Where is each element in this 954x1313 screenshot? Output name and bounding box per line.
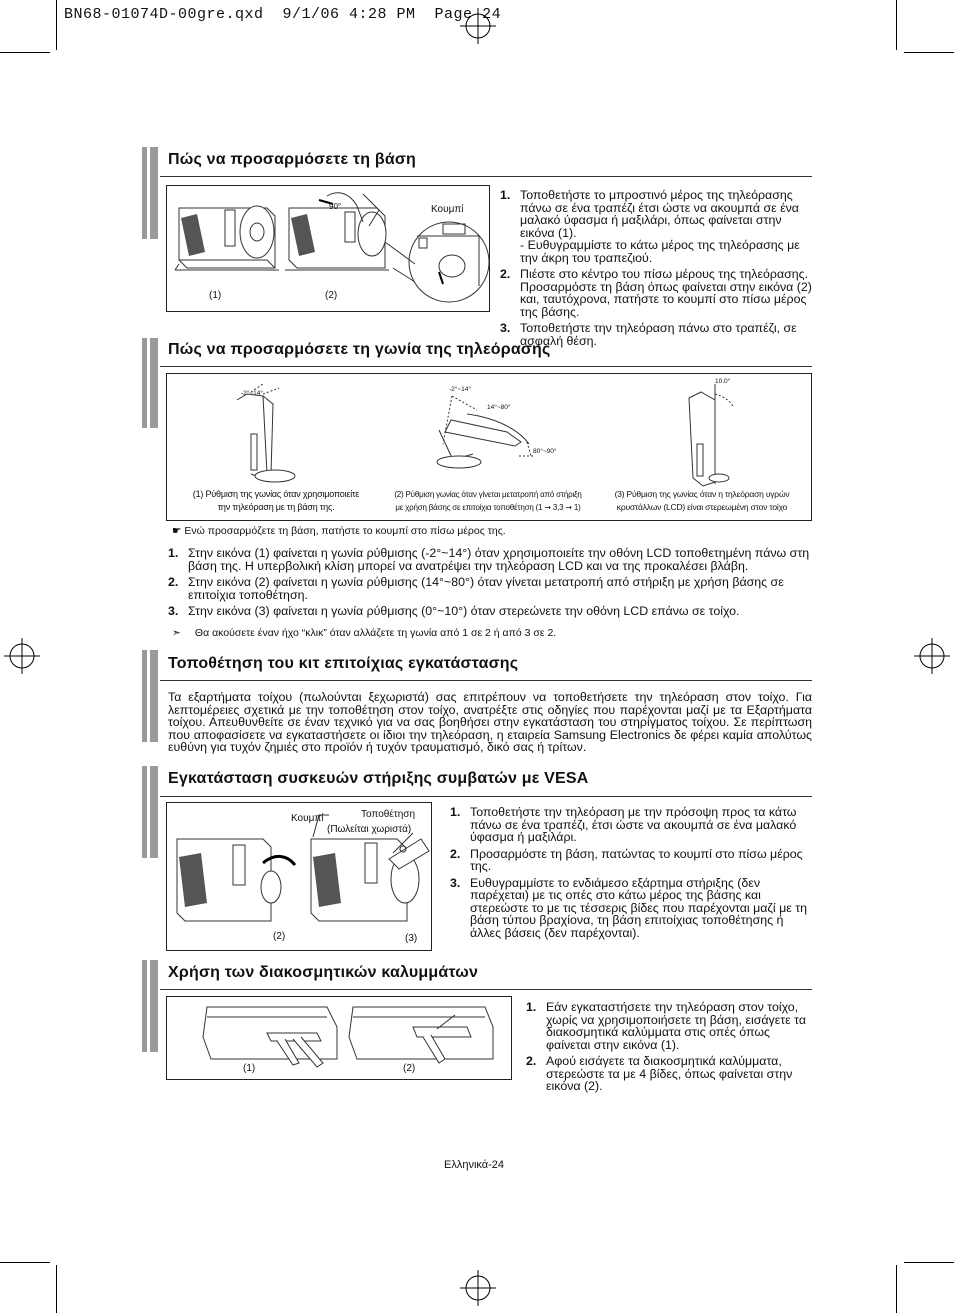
file-header: BN68-01074D-00gre.qxd 9/1/06 4:28 PM Page 24 <box>64 6 502 23</box>
section-marker <box>142 650 158 742</box>
step-text: Προσαρμόστε τη βάση, πατώντας το κουμπί στο πίσω μέρος της. <box>470 846 803 873</box>
step-text: Ευθυγραμμίστε το ενδιάμεσο εξάρτημα στήριξης (δεν παρέχεται) με τις οπές στο κάτω μέρος της βάσης και στερεώστε το με τις τέσσερις βίδες που παρέχονται μαζί με τη βάση τύπου βραχίονα, τη βάση επιτοίχιας τοποθέτησης ή άλλες βάσεις (δεν παρέχονται). <box>470 875 807 940</box>
note-text: Ενώ προσαρμόζετε τη βάση, πατήστε το κουμπί στο πίσω μέρος της. <box>184 525 506 537</box>
step-number: 1. <box>500 188 511 202</box>
caption-line: την τηλεόραση με τη βάση της. <box>217 502 335 512</box>
step-number: 3. <box>168 604 179 618</box>
section-title-covers: Χρήση των διακοσμητικών καλυμμάτων <box>168 964 479 981</box>
section-divider <box>160 796 812 797</box>
list-item <box>450 806 812 844</box>
angle-caption-2 <box>385 488 591 514</box>
figure-label-3: (3) <box>405 933 418 944</box>
section-marker <box>142 766 158 858</box>
page-number: Ελληνικά-24 <box>444 1159 505 1171</box>
stand-steps <box>500 189 812 351</box>
crop-mark <box>904 1262 954 1263</box>
button-label: Κουμπί <box>291 813 324 824</box>
angle-label: 14°~80° <box>487 404 511 411</box>
crop-mark <box>56 0 57 50</box>
step-number: 2. <box>500 267 511 281</box>
registration-mark-icon <box>4 638 40 674</box>
caption-line: (3) Ρύθμιση της γωνίας όταν η τηλεόραση υγρών <box>614 489 790 499</box>
tip-arrow-icon: ➣ <box>172 627 181 639</box>
registration-mark-icon <box>460 8 496 44</box>
section-divider <box>160 366 812 367</box>
step-text: Τοποθετήστε το μπροστινό μέρος της τηλεόρασης πάνω σε ένα τραπέζι έτσι ώστε να ακουμπά σε ένα μαλακό ύφασμα ή μαξιλάρι, όπως φαίνεται στην εικόνα (1). <box>520 188 799 240</box>
step-text: Τοποθετήστε την τηλεόραση πάνω στο τραπέζι, σε ασφαλή θέση. <box>520 321 797 348</box>
section-marker <box>142 338 158 428</box>
section-marker <box>142 960 158 1052</box>
list-item <box>500 189 812 264</box>
pointing-hand-icon: ☛ <box>172 525 182 537</box>
crop-mark <box>56 1265 57 1313</box>
step-text: Στην εικόνα (1) φαίνεται η γωνία ρύθμισης (-2°~14°) όταν χρησιμοποιείτε την οθόνη LCD τοποθετημένη πάνω στη βάση της. Η υπερβολική κλίση μπορεί να ανατρέψει την τηλεόραση LCD και να της προκαλέσει βλάβη. <box>188 546 810 573</box>
section-divider <box>160 176 812 177</box>
vesa-figure <box>166 802 432 951</box>
crop-mark <box>0 1262 50 1263</box>
crop-mark <box>904 52 954 53</box>
step-number: 1. <box>526 1000 537 1014</box>
section-divider <box>160 989 812 990</box>
crop-mark <box>896 1265 897 1313</box>
angle-steps <box>168 547 813 622</box>
figure-label-1: (1) <box>209 290 222 301</box>
stand-figure <box>166 185 490 312</box>
figure-label-2: (2) <box>273 931 286 942</box>
angle-caption-3 <box>597 488 807 514</box>
list-item <box>168 576 813 601</box>
crop-mark <box>0 52 50 53</box>
angle-label: 10.0° <box>715 378 731 385</box>
figure-label-1: (1) <box>243 1063 256 1074</box>
figure-label-2: (2) <box>325 290 338 301</box>
list-item <box>450 877 812 940</box>
angle-note <box>172 525 812 538</box>
list-item <box>168 605 813 618</box>
crop-mark <box>896 0 897 50</box>
step-text: Πιέστε στο κέντρο του πίσω μέρους της τηλεόρασης. Προσαρμόστε τη βάση όπως φαίνεται στην εικόνα (2) και, ταυτόχρονα, πατήστε το κουμπί στο πίσω μέρος της βάσης. <box>520 267 812 319</box>
section-divider <box>160 680 812 681</box>
registration-mark-icon <box>460 1270 496 1306</box>
caption-line: κρυστάλλων (LCD) είναι στερεωμένη στον τοίχο <box>616 502 788 512</box>
button-label: Κουμπί <box>431 204 464 215</box>
angle-label: 90° <box>329 202 342 211</box>
tip-text: Θα ακούσετε έναν ήχο “κλικ” όταν αλλάζετε τη γωνία από 1 σε 2 ή από 3 σε 2. <box>194 627 557 639</box>
covers-steps <box>526 1001 812 1097</box>
step-number: 2. <box>450 846 461 861</box>
step-number: 2. <box>526 1054 537 1068</box>
mount-label: (Πωλείται χωριστά) <box>327 824 412 835</box>
section-title-stand: Πώς να προσαρμόσετε τη βάση <box>168 151 416 168</box>
covers-illustration <box>167 997 511 1079</box>
angle-figure <box>166 373 812 521</box>
step-number: 1. <box>450 805 461 819</box>
mount-label: Τοποθέτηση <box>361 809 416 820</box>
covers-figure <box>166 996 512 1080</box>
figure-label-2: (2) <box>403 1063 416 1074</box>
step-subtext: - Ευθυγραμμίστε το κάτω μέρος της τηλεόρασης με την άκρη του τραπεζιού. <box>520 238 800 265</box>
list-item <box>450 848 812 873</box>
step-number: 1. <box>168 546 179 560</box>
angle-caption-1 <box>173 488 379 514</box>
wall-kit-body: Τα εξαρτήματα τοίχου (πωλούνται ξεχωριστά) σας επιτρέπουν να τοποθετήσετε την τηλεόραση στον τοίχο. Για λεπτομέρειες σχετικά με την τοποθέτηση στον τοίχο, ανατρέξτε στις οδηγίες που παρέχονται μαζί με τα Εξαρτήματα τοίχου. Απευθυνθείτε σε έναν τεχνικό για να σας βοηθήσει στην εγκατάσταση του στηρίγματος τοίχου. Σε περίπτωση που αποφασίσετε να εγκαταστήσετε οι ίδιοι την τηλεόραση, η εταιρεία Samsung Electronics δε φέρει καμία απολύτως ευθύνη για τυχόν ζημιές στο προϊόν ή τυχόν τραυματισμό, δικό σας ή τρίτων. <box>168 690 812 754</box>
step-number: 3. <box>450 875 461 890</box>
step-text: Αφού εισάγετε τα διακοσμητικά καλύμματα, στερεώστε τα με 4 βίδες, όπως φαίνεται στην εικόνα (2). <box>546 1054 793 1093</box>
caption-line: (2) Ρύθμιση γωνίας όταν γίνεται μετατροπή από στήριξη <box>394 490 582 499</box>
section-marker <box>142 147 158 239</box>
list-item <box>168 547 813 572</box>
section-title-vesa: Εγκατάσταση συσκευών στήριξης συμβατών με VESA <box>168 770 589 787</box>
list-item <box>526 1001 812 1051</box>
section-title-wall-kit: Τοποθέτηση του κιτ επιτοίχιας εγκατάστασης <box>168 655 519 672</box>
step-text: Στην εικόνα (3) φαίνεται η γωνία ρύθμισης (0°~10°) όταν στερεώνετε την οθόνη LCD επάνω σε τοίχο. <box>188 604 740 618</box>
list-item <box>500 268 812 318</box>
step-number: 2. <box>168 575 179 589</box>
step-number: 3. <box>500 321 511 335</box>
angle-label: 80°~90° <box>533 448 557 455</box>
angle-label: -2°~14° <box>241 390 264 397</box>
caption-line: με χρήση βάσης σε επιτοίχια τοποθέτηση (1 ➞ 3,3 ➞ 1) <box>395 503 581 512</box>
step-text: Τοποθετήστε την τηλεόραση με την πρόσοψη προς τα κάτω πάνω σε ένα τραπέζι, έτσι ώστε να ακουμπά σε ένα μαλακό ύφασμα ή μαξιλάρι. <box>470 805 797 844</box>
registration-mark-icon <box>914 638 950 674</box>
step-text: Εάν εγκαταστήσετε την τηλεόραση στον τοίχο, χωρίς να χρησιμοποιήσετε τη βάση, εισάγετε τα διακοσμητικά καλύμματα στις οπές όπως φαίνεται στην εικόνα (1). <box>546 1000 806 1052</box>
caption-line: (1) Ρύθμιση της γωνίας όταν χρησιμοποιείτε <box>192 489 360 499</box>
angle-tip <box>172 627 812 640</box>
section-title-angle: Πώς να προσαρμόσετε τη γωνία της τηλεόρασης <box>168 341 551 358</box>
list-item <box>526 1055 812 1093</box>
vesa-steps <box>450 806 812 943</box>
step-text: Στην εικόνα (2) φαίνεται η γωνία ρύθμισης (14°~80°) όταν γίνεται μετατροπή από στήριξη με χρήση βάσης σε επιτοίχια τοποθέτηση. <box>188 575 784 602</box>
angle-label: -2°~14° <box>449 386 472 393</box>
